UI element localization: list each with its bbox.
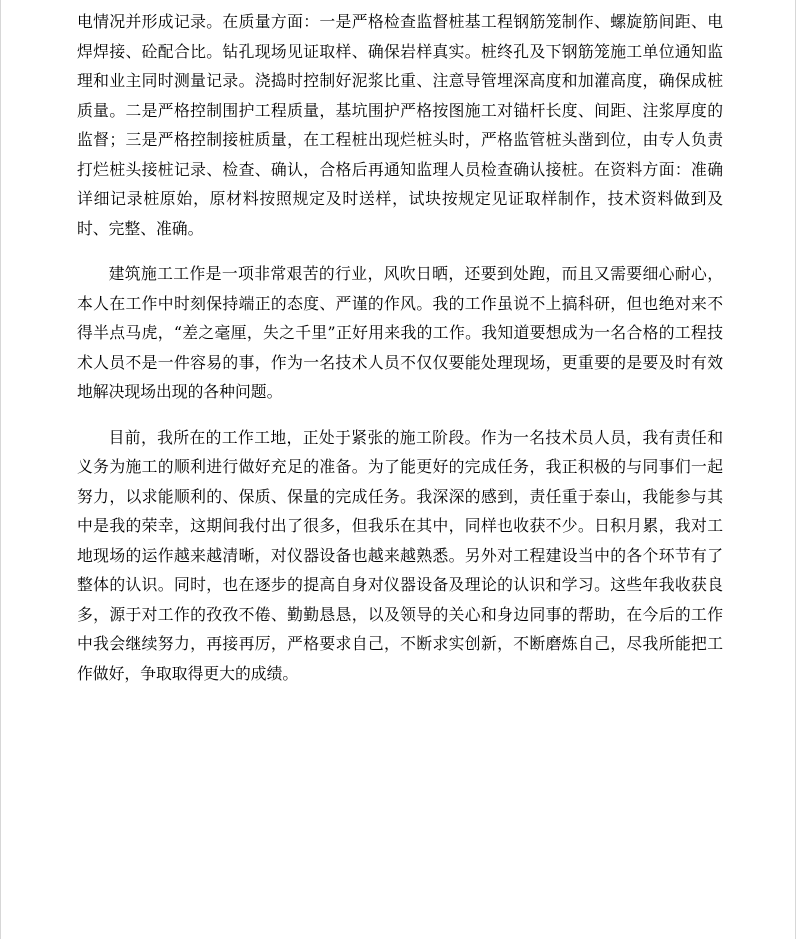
document-body [77, 7, 723, 688]
paragraph-quality-control: 电情况并形成记录。在质量方面：一是严格检查监督桩基工程钢筋笼制作、螺旋筋间距、电焊焊接、砼配合比。钻孔现场见证取样、确保岩样真实。桩终孔及下钢筋笼施工单位通知监理和业主同时测量记录。浇捣时控制好泥浆比重、注意导管埋深高度和加灌高度，确保成桩质量。二是严格控制围护工程质量，基坑围护严格按图施工对锚杆长度、间距、注浆厚度的监督；三是严格控制接桩质量，在工程桩出现烂桩头时，严格监管桩头凿到位，由专人负责打烂桩头接桩记录、检查、确认，合格后再通知监理人员检查确认接桩。在资料方面：准确详细记录桩原始，原材料按照规定及时送样，试块按规定见证取样制作，技术资料做到及时、完整、准确。 [77, 12, 723, 238]
paragraph-work-attitude: 建筑施工工作是一项非常艰苦的行业，风吹日晒，还要到处跑，而且又需要细心耐心，本人在工作中时刻保持端正的态度、严谨的作风。我的工作虽说不上搞科研，但也绝对来不得半点马虎，“差之毫厘，失之千里”正好用来我的工作。我知道要想成为一名合格的工程技术人员不是一件容易的事，作为一名技术人员不仅仅要能处理现场，更重要的是要及时有效地解决现场出现的各种问题。 [77, 264, 723, 401]
paragraph-current-work: 目前，我所在的工作工地，正处于紧张的施工阶段。作为一名技术员人员，我有责任和义务为施工的顺利进行做好充足的准备。为了能更好的完成任务，我正积极的与同事们一起努力，以求能顺利的、保质、保量的完成任务。我深深的感到，责任重于泰山，我能参与其中是我的荣幸，这期间我付出了很多，但我乐在其中，同样也收获不少。日积月累，我对工地现场的运作越来越清晰，对仪器设备也越来越熟悉。另外对工程建设当中的各个环节有了整体的认识。同时，也在逐步的提高自身对仪器设备及理论的认识和学习。这些年我收获良多，源于对工作的孜孜不倦、勤勤恳恳，以及领导的关心和身边同事的帮助，在今后的工作中我会继续努力，再接再厉，严格要求自己，不断求实创新，不断磨炼自己，尽我所能把工作做好，争取取得更大的成绩。 [77, 427, 723, 683]
